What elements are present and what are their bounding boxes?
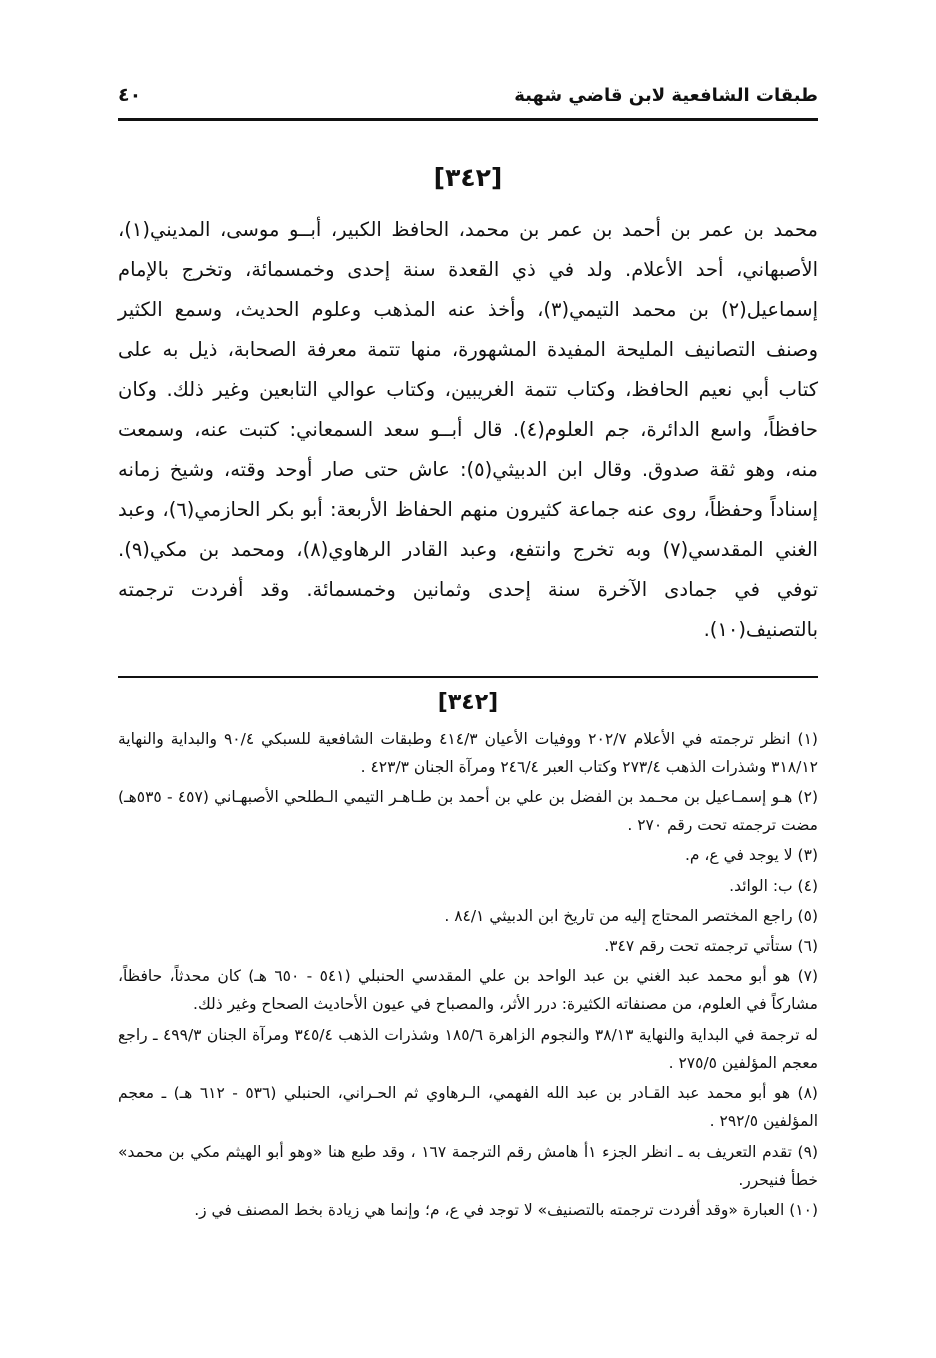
book-title: طبقات الشافعية لابن قاضي شهبة: [514, 85, 818, 106]
list-item: [118, 902, 818, 930]
footnote-list: [118, 725, 818, 1224]
footnote-line: (٢) هـو إسمـاعيل بن محـمد بن الفضل بن علي بن أحمد بن طـاهـر التيمي الـطلحي الأصبهـاني: [214, 788, 818, 807]
footnote-line: (١) انظر ترجمته في الأعلام ٢٠٢/٧ ووفيات الأعيان ٤١٤/٣ وطبقات الشافعية للسبكي ٩٠/٤ والبداية: [170, 729, 818, 748]
entry-number: [٣٤٢]: [433, 163, 503, 192]
list-item: [118, 1079, 818, 1135]
footnote-line: الجنان ٤٩٩/٣ ـ راجع معجم المؤلفين ٢٧٥/٥ .: [118, 1025, 818, 1072]
footnote-line: له ترجمة في البداية والنهاية ٣٨/١٣ والنجوم الزاهرة ١٨٥/٦ وشذرات الذهب ٣٤٥/٤ ومرآة: [252, 1025, 818, 1044]
list-item: [118, 932, 818, 960]
footnote-entry-number: [٣٤٢]: [437, 689, 499, 715]
footnote-line: ـ معجم المؤلفين ٢٩٢/٥ .: [118, 1084, 818, 1131]
footnote-line: محمد» خطأ فنيحرر.: [118, 1142, 818, 1189]
list-item: [118, 841, 818, 869]
footnote-line: (٥) راجع المختصر المحتاج إليه من تاريخ ابن الدبيثي ٨٤/١ .: [444, 906, 818, 925]
footnote-line: ذلك.: [193, 995, 223, 1014]
list-item: [118, 1138, 818, 1194]
list-item: [118, 725, 818, 781]
footnote-line: (٤٥٧ - ٥٣٥هـ) مضت ترجمته تحت رقم ٢٧٠ .: [118, 788, 818, 835]
header-divider: [118, 118, 818, 121]
list-item: [118, 872, 818, 900]
list-item: [118, 962, 818, 1018]
list-item: [118, 1196, 818, 1224]
footnote-line: (٨) هو أبو محمد عبد القـادر بن عبد الله الفهمي، الـرهاوي ثم الحـراني، الحنبلي (٥٣٦ - ٦١٢ هـ): [173, 1084, 818, 1103]
footnote-line: (١٠) العبارة «وقد أفردت ترجمته بالتصنيف» لا توجد في ع، م؛ وإنما هي زيادة بخط المصنف في ز.: [194, 1200, 818, 1219]
footnote-divider: [118, 676, 818, 678]
footnote-line: (٧) هو أبو محمد عبد الغني بن عبد الواحد بن علي المقدسي الحنبلي (٥٤١ - ٦٥٠ هـ) كان محدثاً،: [169, 967, 819, 986]
footnote-line: (٩) تقدم التعريف به ـ انظر الجزء ١أ هامش رقم الترجمة ١٦٧ ، وقد طبع هنا «وهو أبو الهيثم مكي بن: [168, 1142, 818, 1161]
list-item: [118, 783, 818, 839]
page-header: [118, 84, 818, 106]
page-number: ٤٠: [118, 84, 142, 106]
list-item: [118, 1021, 818, 1077]
footnote-line: (٦) ستأتي ترجمته تحت رقم ٣٤٧.: [604, 937, 818, 956]
footnote-line: حافظاً، مشاركاً في العلوم، من مصنفاته الكثيرة: درر الأثر، والمصباح في عيون الأحاديث الصحاح وغير: [118, 967, 818, 1014]
footnote-line: (٤) ب: الوائد.: [729, 876, 818, 895]
entry-body-text: محمد بن عمر بن أحمد بن عمر بن محمد، الحافظ الكبير، أبــو موسى، المديني(١)، الأصبهاني، أحد الأعلام. ولد في ذي القعدة سنة إحدى وخمسمائة، وتخرج بالإمام إسماعيل(٢) بن محمد التيمي(٣)، وأخذ عنه المذهب وعلوم الحديث، وسمع الكثير وصنف التصانيف المليحة المفيدة المشهورة، منها تتمة معرفة الصحابة، ذيل به على كتاب أبي نعيم الحافظ، وكتاب تتمة الغريبين، وكتاب عوالي التابعين وغير ذلك. وكان حافظاً، واسع الدائرة، جم العلوم(٤). قال أبــو سعد السمعاني: كتبت عنه، وسمعت منه، وهو ثقة صدوق. وقال ابن الدبيثي(٥): عاش حتى صار أوحد وقته، وشيخ زمانه إسناداً وحفظاً، روى عنه جماعة كثيرون منهم الحفاظ الأربعة: أبو بكر الحازمي(٦)، وعبد الغني المقدسي(٧) وبه تخرج وانتفع، وعبد القادر الرهاوي(٨)، ومحمد بن مكي(٩). توفي في جمادى الآخرة سنة إحدى وثمانين وخمسمائة. وقد أفردت ترجمته بالتصنيف(١٠).: [118, 218, 819, 641]
footnote-line: (٣) لا يوجد في ع، م.: [684, 846, 818, 865]
footnote-line: والنهاية ٣١٨/١٢ وشذرات الذهب ٢٧٣/٤ وكتاب العبر ٢٤٦/٤ ومرآة الجنان ٤٢٣/٣ .: [118, 729, 818, 776]
